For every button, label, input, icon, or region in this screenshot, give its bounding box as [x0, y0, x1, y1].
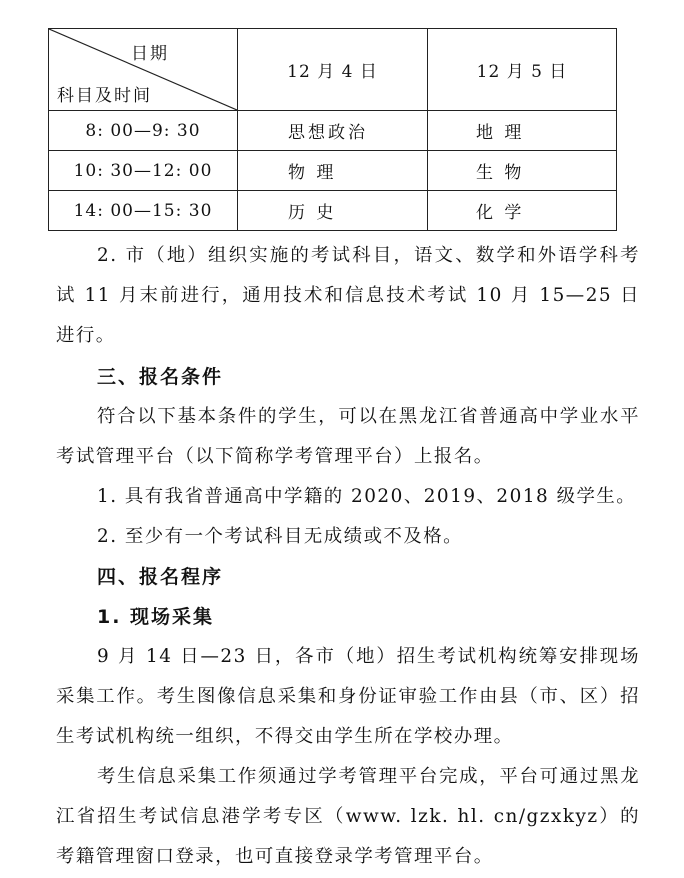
table-row — [49, 151, 617, 191]
table-row — [49, 191, 617, 231]
section-heading-conditions: 三、报名条件 — [97, 366, 224, 388]
condition-item-1: 1. 具有我省普通高中学籍的 2020、2019、2018 级学生。 — [97, 486, 637, 507]
table-corner-cell — [49, 29, 238, 111]
section-heading-procedure: 四、报名程序 — [97, 566, 224, 588]
corner-date-label: 日期 — [131, 44, 169, 64]
date-header-2: 12 月 5 日 — [428, 29, 617, 111]
subject-cell: 化 学 — [428, 191, 617, 231]
subject-cell: 地 理 — [428, 111, 617, 151]
exam-note-paragraph: 2. 市（地）组织实施的考试科目，语文、数学和外语学科考试 11 月末前进行，通用技术和信息技术考试 10 月 15—25 日进行。 — [56, 245, 640, 346]
exam-schedule-table — [48, 28, 617, 231]
subject-cell: 物 理 — [238, 151, 428, 191]
time-cell: 14: 00—15: 30 — [49, 191, 238, 231]
corner-subject-time-label: 科目及时间 — [57, 86, 152, 106]
onsite-paragraph-2: 考生信息采集工作须通过学考管理平台完成，平台可通过黑龙江省招生考试信息港学考专区（www. lzk. hl. cn/gzxkyz）的考籍管理窗口登录，也可直接登录学考管理平台。 — [56, 766, 640, 867]
conditions-intro-paragraph: 符合以下基本条件的学生，可以在黑龙江省普通高中学业水平考试管理平台（以下简称学考管理平台）上报名。 — [56, 406, 640, 467]
onsite-paragraph-1: 9 月 14 日—23 日，各市（地）招生考试机构统筹安排现场采集工作。考生图像信息采集和身份证审验工作由县（市、区）招生考试机构统一组织，不得交由学生所在学校办理。 — [56, 646, 640, 747]
table-header-row — [49, 29, 617, 111]
condition-item-2: 2. 至少有一个考试科目无成绩或不及格。 — [97, 526, 464, 547]
subject-cell: 历 史 — [238, 191, 428, 231]
subject-cell: 生 物 — [428, 151, 617, 191]
time-cell: 8: 00—9: 30 — [49, 111, 238, 151]
date-header-1: 12 月 4 日 — [238, 29, 428, 111]
subject-cell: 思想政治 — [238, 111, 428, 151]
subheading-onsite-collection: 1. 现场采集 — [97, 606, 215, 628]
table-row — [49, 111, 617, 151]
time-cell: 10: 30—12: 00 — [49, 151, 238, 191]
